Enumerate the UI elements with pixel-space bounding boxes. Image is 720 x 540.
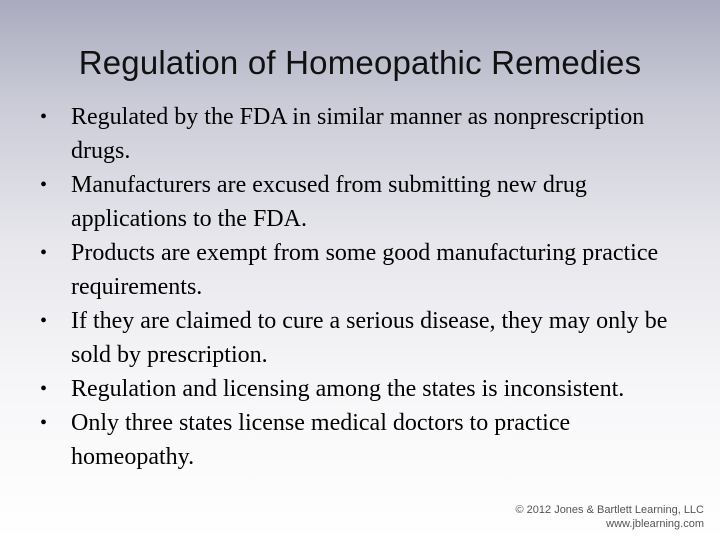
publisher-website: www.jblearning.com: [606, 518, 704, 530]
bullet-text: Manufacturers are excused from submitting new drug applications to the FDA.: [71, 172, 587, 232]
bullet-text: Products are exempt from some good manufacturing practice requirements.: [71, 240, 659, 300]
bullet-text: Regulation and licensing among the states is inconsistent.: [71, 376, 625, 402]
bullet-item: [40, 236, 690, 304]
bullet-icon: •: [40, 378, 48, 400]
slide-title: Regulation of Homeopathic Remedies: [78, 44, 642, 81]
bullet-item: [40, 372, 690, 406]
bullet-item: [40, 304, 690, 372]
bullet-text: If they are claimed to cure a serious disease, they may only be sold by prescription.: [71, 308, 668, 368]
copyright-text: © 2012 Jones & Bartlett Learning, LLC: [515, 504, 704, 516]
bullet-list: [40, 100, 690, 474]
bullet-icon: •: [40, 412, 48, 434]
copyright-notice: [516, 503, 705, 531]
bullet-text: Only three states license medical doctors to practice homeopathy.: [71, 410, 571, 470]
bullet-item: [40, 168, 690, 236]
bullet-item: [40, 406, 690, 474]
bullet-icon: •: [40, 106, 48, 128]
bullet-text: Regulated by the FDA in similar manner as nonprescription drugs.: [71, 104, 645, 164]
bullet-item: [40, 100, 690, 168]
bullet-icon: •: [40, 310, 48, 332]
bullet-icon: •: [40, 242, 48, 264]
bullet-icon: •: [40, 174, 48, 196]
